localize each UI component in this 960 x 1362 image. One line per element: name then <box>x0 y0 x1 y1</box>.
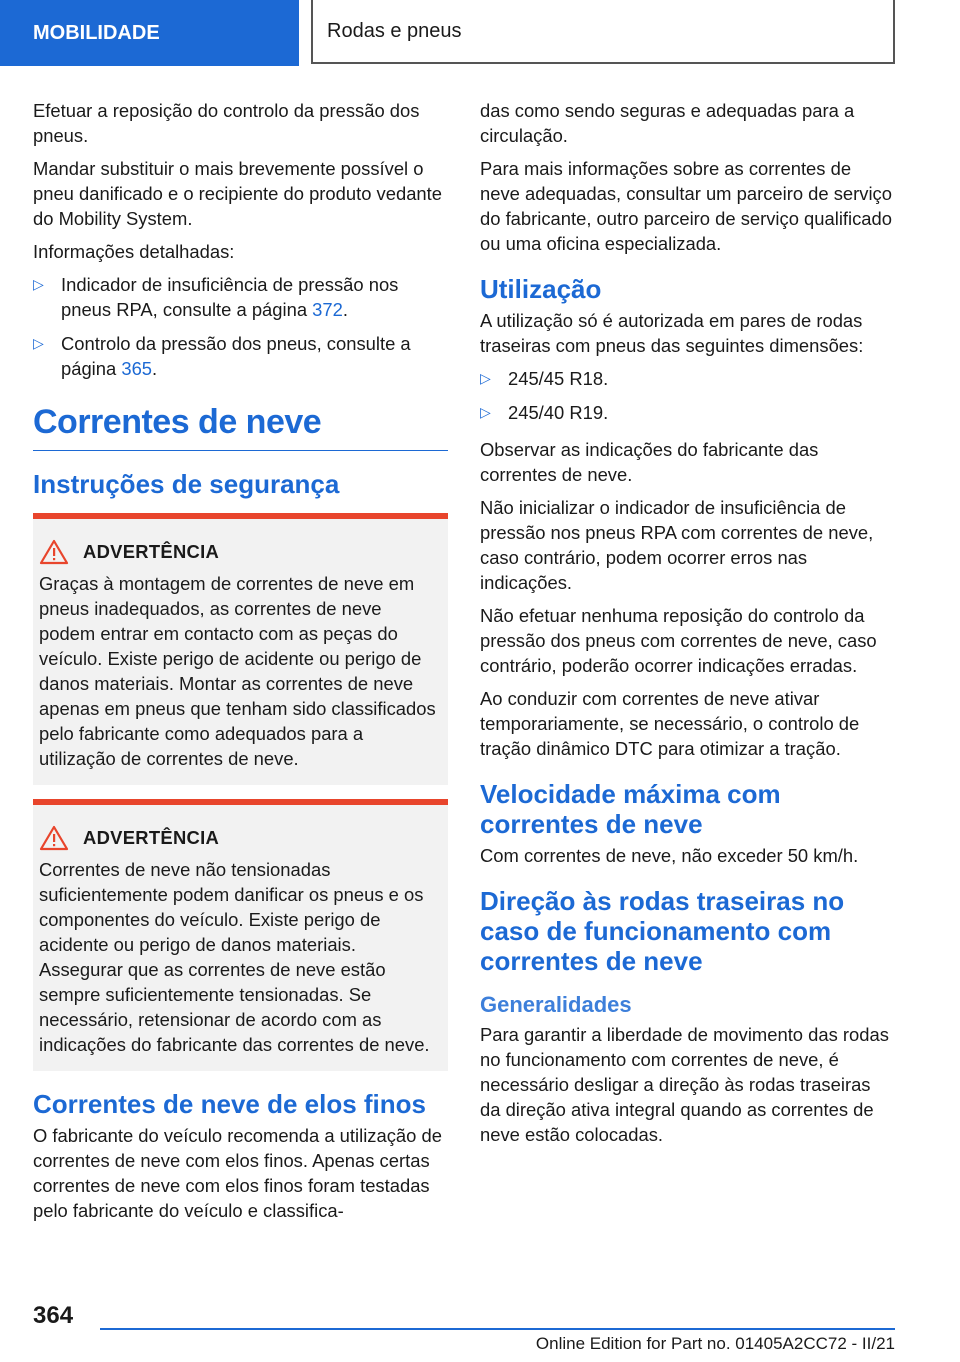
warning-text: Correntes de neve não tensionadas suficientemente podem danificar os pneus e os componentes do veículo. Existe perigo de acidente ou perigo de danos materiais. Assegurar que as correntes de neve estão sempre suficientemente tensionadas. Se necessário, retensionar de acordo com as indicações do fabricante das correntes de neve. <box>39 859 430 1055</box>
paragraph: Não efetuar nenhuma reposição do controlo da pressão dos pneus com correntes de neve, caso contrário, poderão ocorrer indicações erradas. <box>480 605 877 676</box>
paragraph: O fabricante do veículo recomenda a utilização de correntes de neve com elos finos. Apenas certas correntes de neve com elos finos foram testadas pelo fabricante do veículo e classifica- <box>33 1125 442 1221</box>
bullet-triangle-icon: ▷ <box>33 335 44 351</box>
page-link-365[interactable]: 365 <box>121 358 153 379</box>
list-item: ▷ 245/45 R18. <box>480 368 609 389</box>
page-link-372[interactable]: 372 <box>312 299 343 320</box>
paragraph: Para garantir a liberdade de movimento das rodas no funcionamento com correntes de neve, é necessário desligar a direção às rodas traseiras da direção ativa integral quando as correntes de neve estão colocadas. <box>480 1024 889 1145</box>
paragraph: Não inicializar o indicador de insuficiência de pressão nos pneus RPA com correntes de neve, caso contrário, podem ocorrer erros nas indicações. <box>480 497 874 593</box>
tire-size-list <box>480 366 895 425</box>
warning-box <box>33 799 448 1071</box>
paragraph: das como sendo seguras e adequadas para a circulação. <box>480 100 855 146</box>
page-footer <box>0 1296 960 1362</box>
page-number: 364 <box>33 1302 74 1329</box>
heading-safety: Instruções de segurança <box>33 469 340 499</box>
warning-triangle-icon <box>39 539 69 565</box>
paragraph: Observar as indicações do fabricante das correntes de neve. <box>480 439 819 485</box>
list-item: ▷ 245/40 R19. <box>480 402 609 423</box>
bullet-triangle-icon: ▷ <box>33 276 44 292</box>
paragraph: Informações detalhadas: <box>33 241 235 262</box>
reference-list <box>33 272 448 381</box>
paragraph: Ao conduzir com correntes de neve ativar temporariamente, se necessário, o controlo de tração dinâmico DTC para otimizar a tração. <box>480 688 860 759</box>
paragraph: Efetuar a reposição do controlo da pressão dos pneus. <box>33 100 420 146</box>
chapter-title: Rodas e pneus <box>311 0 895 64</box>
paragraph: A utilização só é autorizada em pares de rodas traseiras com pneus das seguintes dimensões: <box>480 310 864 356</box>
bullet-triangle-icon: ▷ <box>480 370 491 386</box>
paragraph: Para mais informações sobre as correntes de neve adequadas, consultar um parceiro de serviço do fabricante, outro parceiro de serviço qualificado ou uma oficina especializada. <box>480 158 892 254</box>
warning-triangle-icon <box>39 825 69 851</box>
page-header <box>0 0 960 66</box>
left-column <box>33 98 448 1231</box>
footer-divider <box>100 1328 895 1330</box>
paragraph: Mandar substituir o mais brevemente possível o pneu danificado e o recipiente do produto vedante do Mobility System. <box>33 158 442 229</box>
heading-max-speed: Velocidade máxima com correntes de neve <box>480 779 781 839</box>
warning-text: Graças à montagem de correntes de neve em pneus inadequados, as correntes de neve podem entrar em contacto com as peças do veículo. Existe perigo de acidente ou perigo de danos materiais. Montar as correntes de neve apenas em pneus que tenham sido classificados pelo fabricante como adequados para a utilização de correntes de neve. <box>39 573 436 769</box>
edition-text: Online Edition for Part no. 01405A2CC72 - II/21 <box>535 1334 895 1353</box>
heading-fine-links: Correntes de neve de elos finos <box>33 1089 427 1119</box>
list-item: ▷ Indicador de insuficiência de pressão nos pneus RPA, consulte a página 372. <box>33 274 399 320</box>
warning-title: ADVERTÊNCIA <box>83 827 220 848</box>
right-column <box>480 98 895 1155</box>
section-heading-snow-chains: Correntes de neve <box>33 403 448 451</box>
heading-usage: Utilização <box>480 274 602 304</box>
subheading-general: Generalidades <box>480 992 632 1017</box>
list-item: ▷ Controlo da pressão dos pneus, consulte a página 365. <box>33 333 411 379</box>
warning-title: ADVERTÊNCIA <box>83 541 220 562</box>
paragraph: Com correntes de neve, não exceder 50 km/h. <box>480 845 859 866</box>
heading-rear-steering: Direção às rodas traseiras no caso de funcionamento com correntes de neve <box>480 886 845 976</box>
bullet-triangle-icon: ▷ <box>480 404 491 420</box>
warning-box <box>33 513 448 785</box>
section-tab: MOBILIDADE <box>0 0 299 66</box>
